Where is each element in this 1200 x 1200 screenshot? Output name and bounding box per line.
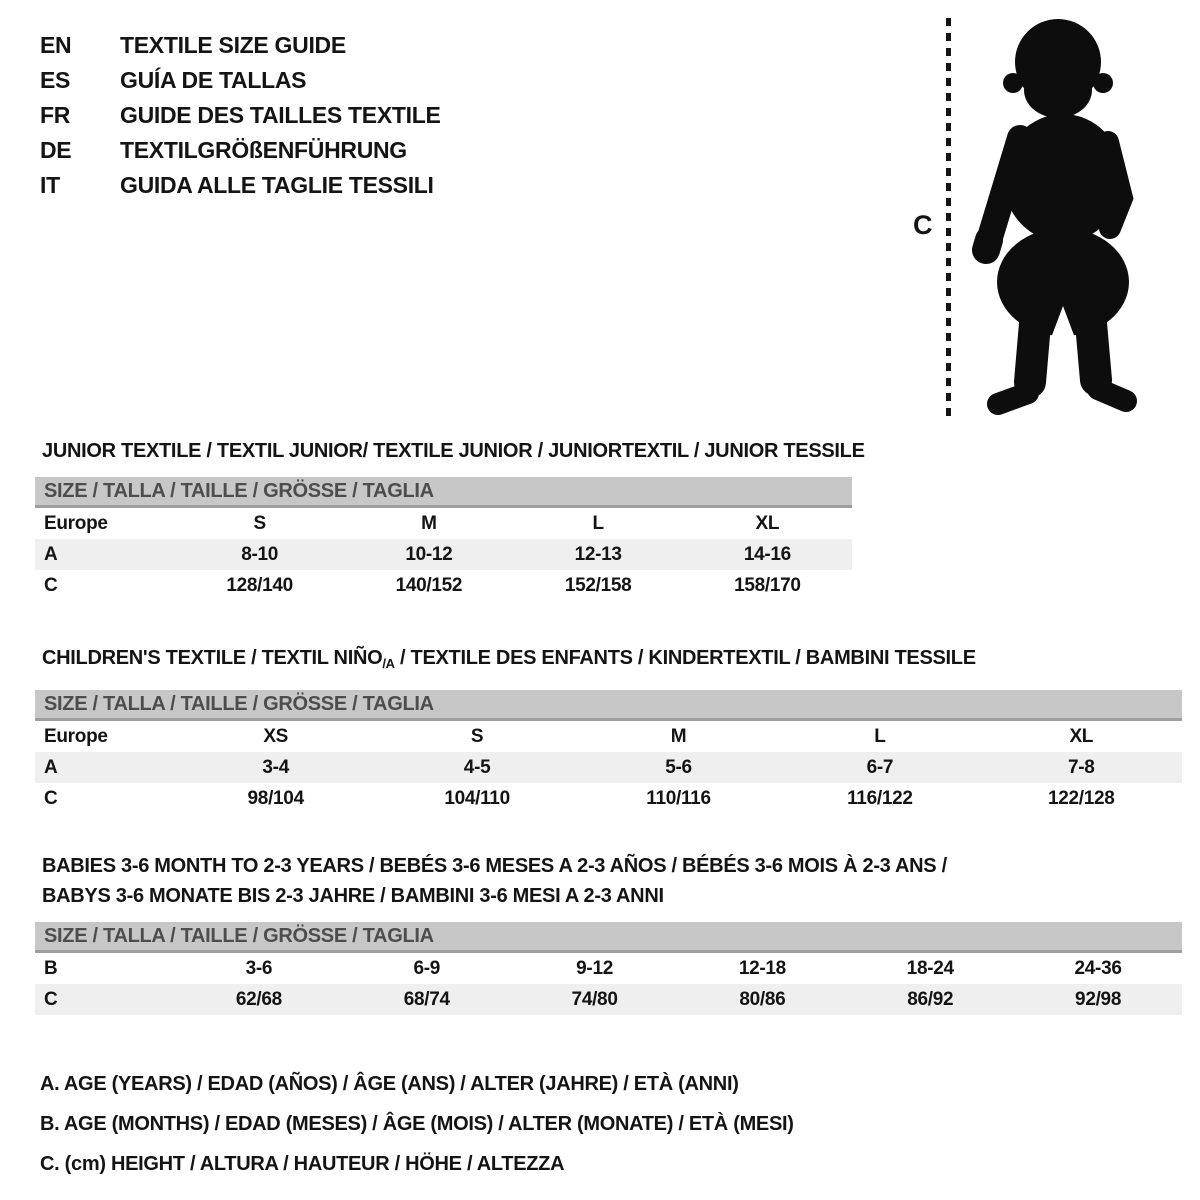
language-code: DE — [40, 137, 72, 163]
value-cell: S — [253, 512, 266, 534]
language-code: IT — [40, 172, 60, 198]
row-label-cell: A — [35, 539, 175, 570]
language-row — [40, 28, 441, 63]
footnote-line: C. (cm) HEIGHT / ALTURA / HAUTEUR / HÖHE / ALTEZZA — [40, 1153, 565, 1175]
value-cell: 8-10 — [175, 539, 344, 570]
value-cell: M — [670, 725, 687, 747]
section-title — [35, 881, 1182, 911]
value-cell: XL — [755, 512, 780, 534]
section-title-segment: JUNIOR TEXTILE / TEXTIL JUNIOR/ TEXTILE JUNIOR / JUNIORTEXTIL / JUNIOR TESSILE — [42, 440, 865, 462]
value-cell: 104/110 — [444, 787, 510, 809]
section-title-segment: BABIES 3-6 MONTH TO 2-3 YEARS / BEBÉS 3-6 MESES A 2-3 AÑOS / BÉBÉS 3-6 MOIS À 2-3 ANS / — [42, 855, 947, 877]
size-header-bar: SIZE / TALLA / TAILLE / GRÖSSE / TAGLIA — [35, 690, 1182, 721]
value-cell: 98/104 — [247, 787, 304, 809]
section-title — [35, 436, 865, 466]
value-cell: 4-5 — [376, 752, 577, 783]
size-header-bar: SIZE / TALLA / TAILLE / GRÖSSE / TAGLIA — [35, 477, 852, 508]
language-guide-title: TEXTILE SIZE GUIDE — [120, 32, 346, 58]
language-code: ES — [40, 67, 71, 93]
row-label-cell: Europe — [44, 725, 108, 747]
toddler-silhouette-icon — [958, 10, 1148, 420]
table-row — [35, 984, 1182, 1015]
language-guide-title: GUÍA DE TALLAS — [120, 67, 307, 93]
language-guide-title: TEXTILGRÖßENFÜHRUNG — [120, 137, 407, 163]
row-label-cell: B — [44, 957, 58, 979]
height-dashed-line — [946, 18, 951, 418]
value-cell: 3-6 — [245, 957, 273, 979]
value-cell: 152/158 — [564, 574, 632, 596]
section-title-subscript: /A — [382, 656, 395, 671]
value-cell: 80/86 — [678, 984, 846, 1015]
value-cell: 158/170 — [734, 574, 801, 596]
value-cell: L — [874, 725, 886, 747]
size-header-bar: SIZE / TALLA / TAILLE / GRÖSSE / TAGLIA — [35, 922, 1182, 953]
table-row — [35, 783, 1182, 814]
value-cell: L — [592, 512, 604, 534]
value-cell: 6-7 — [779, 752, 980, 783]
language-guide — [40, 28, 441, 203]
value-cell: 68/74 — [343, 984, 511, 1015]
section-title — [35, 643, 1182, 679]
language-row — [40, 133, 441, 168]
section-title-segment: BABYS 3-6 MONATE BIS 2-3 JAHRE / BAMBINI 3-6 MESI A 2-3 ANNI — [42, 885, 664, 907]
value-cell: 10-12 — [344, 539, 513, 570]
value-cell: 14-16 — [683, 539, 852, 570]
value-cell: 12-18 — [738, 957, 786, 979]
table-row — [35, 953, 1182, 984]
footnotes — [40, 1064, 794, 1184]
value-cell: 92/98 — [1014, 984, 1182, 1015]
section-title — [35, 851, 1182, 881]
value-cell: 3-4 — [175, 752, 376, 783]
language-guide-title: GUIDE DES TAILLES TEXTILE — [120, 102, 441, 128]
value-cell: 9-12 — [576, 957, 613, 979]
row-label-cell: A — [35, 752, 175, 783]
value-cell: 140/152 — [395, 574, 463, 596]
footnote-line: B. AGE (MONTHS) / EDAD (MESES) / ÂGE (MOIS) / ALTER (MONATE) / ETÀ (MESI) — [40, 1113, 794, 1135]
language-code: FR — [40, 102, 71, 128]
section-babies-textile — [35, 851, 1182, 1015]
value-cell: 122/128 — [1047, 787, 1115, 809]
value-cell: M — [421, 512, 437, 534]
size-table — [35, 721, 1182, 814]
value-cell: 5-6 — [578, 752, 779, 783]
value-cell: XS — [263, 725, 289, 747]
section-title-segment: CHILDREN'S TEXTILE / TEXTIL NIÑO — [42, 647, 383, 669]
section-junior-textile — [35, 436, 865, 601]
value-cell: XL — [1069, 725, 1094, 747]
row-label-cell: C — [44, 574, 58, 596]
value-cell: 6-9 — [413, 957, 441, 979]
baby-figure — [905, 10, 1165, 425]
value-cell: 74/80 — [511, 984, 679, 1015]
table-row — [35, 752, 1182, 783]
value-cell: S — [470, 725, 484, 747]
language-row — [40, 63, 441, 98]
table-row — [35, 570, 852, 601]
value-cell: 7-8 — [981, 752, 1182, 783]
row-label-cell: C — [35, 984, 175, 1015]
value-cell: 24-36 — [1074, 957, 1122, 979]
size-table — [35, 508, 852, 601]
value-cell: 116/122 — [847, 787, 913, 809]
language-row — [40, 98, 441, 133]
table-row — [35, 721, 1182, 752]
section-title-segment: / TEXTILE DES ENFANTS / KINDERTEXTIL / BAMBINI TESSILE — [394, 647, 976, 669]
footnote-line: A. AGE (YEARS) / EDAD (AÑOS) / ÂGE (ANS) / ALTER (JAHRE) / ETÀ (ANNI) — [40, 1073, 739, 1095]
table-row — [35, 539, 852, 570]
size-table — [35, 953, 1182, 1015]
value-cell: 110/116 — [646, 787, 711, 809]
section-childrens-textile — [35, 643, 1182, 814]
language-row — [40, 168, 441, 203]
row-label-cell: C — [44, 787, 58, 809]
table-row — [35, 508, 852, 539]
row-label-cell: Europe — [44, 512, 108, 534]
value-cell: 62/68 — [175, 984, 343, 1015]
value-cell: 128/140 — [226, 574, 293, 596]
value-cell: 18-24 — [906, 957, 954, 979]
language-code: EN — [40, 32, 72, 58]
language-guide-title: GUIDA ALLE TAGLIE TESSILI — [120, 172, 434, 198]
value-cell: 86/92 — [846, 984, 1014, 1015]
height-measure-label: C — [913, 210, 933, 240]
value-cell: 12-13 — [514, 539, 683, 570]
